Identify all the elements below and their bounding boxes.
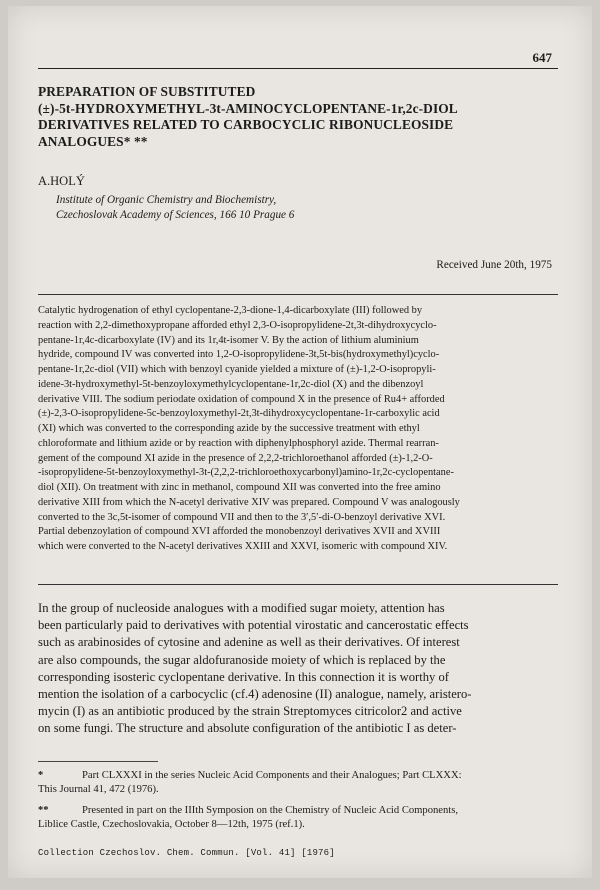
body-line: are also compounds, the sugar aldofuranoside moiety of which is replaced by the xyxy=(38,652,446,667)
paper-page xyxy=(8,6,592,878)
page-number: 647 xyxy=(532,50,552,65)
abstract-line: Partial debenzoylation of compound XVI afforded the monobenzoyl derivatives XVII and XVIII xyxy=(38,526,441,538)
footnote-mark: * xyxy=(38,770,44,781)
body-line: mycin (I) as an antibiotic produced by the strain Streptomyces citricolor2 and active xyxy=(38,704,462,719)
footnote-line: This Journal 41, 472 (1976). xyxy=(38,783,159,795)
title-line: DERIVATIVES RELATED TO CARBOCYCLIC RIBONUCLEOSIDE xyxy=(38,117,454,132)
abstract-line: gement of the compound XI azide in the presence of 2,2,2-trichloroethanol afforded (±)-1,2-O- xyxy=(38,452,433,464)
footnote-line: Liblice Castle, Czechoslovakia, October 8—12th, 1975 (ref.1). xyxy=(38,818,305,830)
affiliation-line: Institute of Organic Chemistry and Biochemistry, xyxy=(56,194,277,206)
abstract-line: (XI) which was converted to the corresponding azide by the successive treatment with ethyl xyxy=(38,423,420,434)
abstract-line: reaction with 2,2-dimethoxypropane afforded ethyl 2,3-O-isopropylidene-2t,3t-dihydroxycyclo- xyxy=(38,319,437,331)
abstract-line: pentane-1r,4c-dicarboxylate (IV) and its 1r,4t-isomer V. By the action of lithium aluminium xyxy=(38,334,419,346)
body-line: mention the isolation of a carbocyclic (cf.4) adenosine (II) analogue, namely, aristero- xyxy=(38,687,472,702)
footnote-text: Presented in part on the IIIth Symposion on the Chemistry of Nucleic Acid Components, xyxy=(82,805,459,816)
footnote-line xyxy=(38,804,558,818)
abstract-line: Catalytic hydrogenation of ethyl cyclopentane-2,3-dione-1,4-dicarboxylate (III) followed by xyxy=(38,305,423,316)
abstract xyxy=(38,304,558,555)
title-line: (±)-5t-HYDROXYMETHYL-3t-AMINOCYCLOPENTANE-1r,2c-DIOL xyxy=(38,100,458,116)
abstract-line: -isopropylidene-5t-benzoyloxymethyl-3t-(2,2,2-trichloroethoxycarbonyl)amino-1r,2c-cyclopentane- xyxy=(38,467,454,479)
footnote-rule xyxy=(38,761,158,762)
body-paragraph xyxy=(38,600,558,738)
journal-citation: Collection Czechoslov. Chem. Commun. [Vol. 41] [1976] xyxy=(38,848,335,858)
abstract-line: converted to the 3c,5t-isomer of compound VII and then to the 3′,5′-di-O-benzoyl derivative XVI. xyxy=(38,511,446,523)
article-title xyxy=(38,84,558,150)
abstract-line: which were converted to the N-acetyl derivatives XXIII and XXVI, isomeric with compound XIV. xyxy=(38,541,448,552)
footnote-line xyxy=(38,769,558,783)
author-name: A.HOLÝ xyxy=(38,174,85,188)
abstract-line: derivative VIII. The sodium periodate oxidation of compound X in the presence of Ru4+ afforded xyxy=(38,393,445,405)
footnote-text: Part CLXXXI in the series Nucleic Acid Components and their Analogues; Part CLXXX: xyxy=(82,770,462,781)
body-line: In the group of nucleoside analogues with a modified sugar moiety, attention has xyxy=(38,601,445,615)
abstract-top-rule xyxy=(38,294,558,295)
body-line: such as arabinosides of cytosine and adenine as well as their derivatives. Of interest xyxy=(38,635,460,650)
abstract-line: idene-3t-hydroxymethyl-5t-benzoyloxymethylcyclopentane-1r,2c-diol (X) and the dibenzoyl xyxy=(38,378,424,390)
abstract-line: (±)-2,3-O-isopropylidene-5c-benzoyloxymethyl-2t,3t-dihydroxycyclopentane-1r-carboxylic acid xyxy=(38,408,440,420)
footnote-2 xyxy=(38,804,558,831)
title-line: ANALOGUES* ** xyxy=(38,133,148,149)
abstract-line: hydride, compound IV was converted into 1,2-O-isopropylidene-3t,5t-bis(hydroxymethyl)cyclo- xyxy=(38,349,440,361)
abstract-line: chloroformate and lithium azide or by reaction with diphenylphosphoryl azide. Thermal rearran- xyxy=(38,437,439,449)
body-line: been particularly paid to derivatives with potential virostatic and cancerostatic effects xyxy=(38,618,469,633)
footnote-mark: ** xyxy=(38,805,49,816)
author-affiliation xyxy=(56,193,294,223)
footnote-1 xyxy=(38,769,558,796)
received-date: Received June 20th, 1975 xyxy=(436,259,552,271)
body-line: corresponding isosteric cyclopentane derivative. In this connection it is worthy of xyxy=(38,669,449,684)
abstract-bottom-rule xyxy=(38,584,558,585)
abstract-line: diol (XII). On treatment with zinc in methanol, compound XII was converted into the free amino xyxy=(38,482,441,493)
abstract-line: pentane-1r,2c-diol (VII) which with benzoyl cyanide yielded a mixture of (±)-1,2-O-isopropyli- xyxy=(38,364,436,375)
affiliation-line: Czechoslovak Academy of Sciences, 166 10 Prague 6 xyxy=(56,209,295,221)
title-line: PREPARATION OF SUBSTITUTED xyxy=(38,84,256,99)
abstract-line: derivative XIII from which the N-acetyl derivative XIV was prepared. Compound V was analogously xyxy=(38,496,460,508)
body-line: on some fungi. The structure and absolute configuration of the antibiotic I as deter- xyxy=(38,721,457,736)
top-rule xyxy=(38,68,558,69)
